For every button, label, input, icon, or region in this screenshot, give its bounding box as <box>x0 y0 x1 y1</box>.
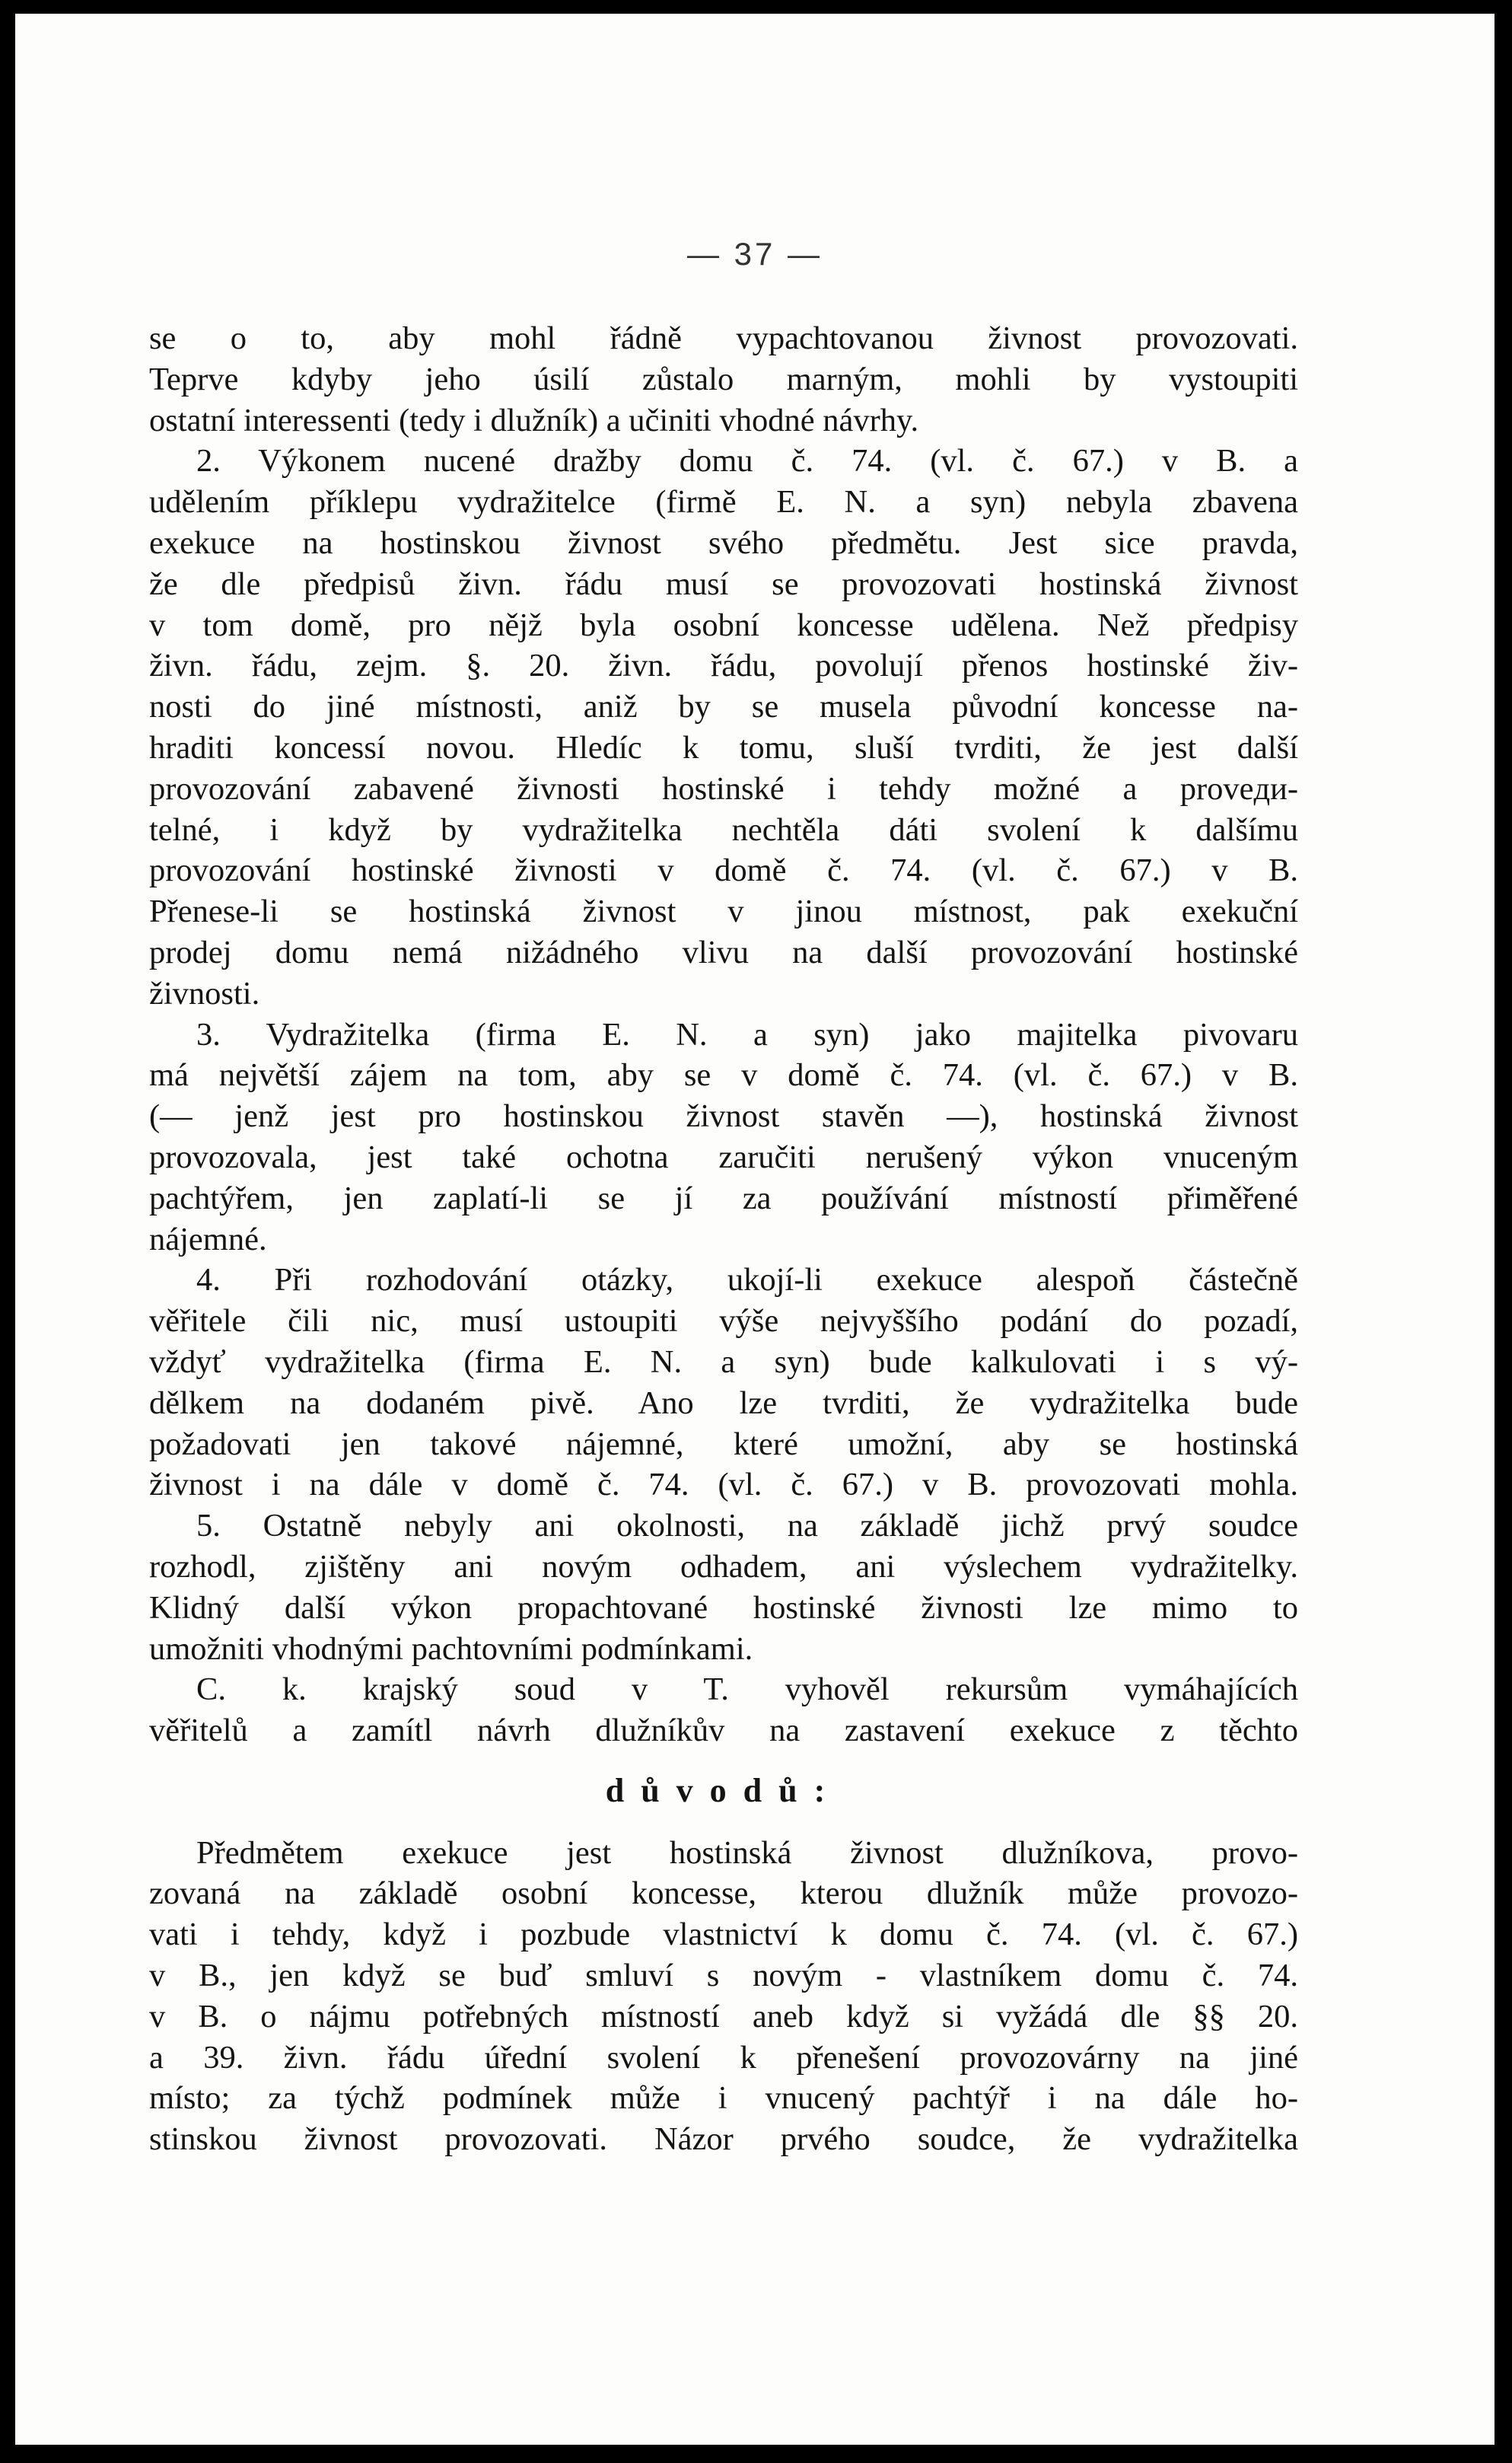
text-line: místo; za týchž podmínek může i vnucený pachtýř i na dále ho- <box>149 2080 1298 2117</box>
text-line: že dle předpisů živn. řádu musí se provozovati hostinská živnost <box>149 566 1298 602</box>
text-line: 4. Při rozhodování otázky, ukojí-li exekuce alespoň částečně <box>196 1262 1298 1298</box>
text-line: udělením příklepu vydražitelce (firmě E. N. a syn) nebyla zbavena <box>149 484 1298 521</box>
text-line: (— jenž jest pro hostinskou živnost stavěn —), hostinská živnost <box>149 1098 1298 1135</box>
text-line: 2. Výkonem nucené dražby domu č. 74. (vl. č. 67.) v B. a <box>196 443 1298 480</box>
text-line: ostatní interessenti (tedy i dlužník) a učiniti vhodné návrhy. <box>149 402 919 438</box>
text-line: provozování hostinské živnosti v domě č. 74. (vl. č. 67.) v B. <box>149 852 1298 889</box>
text-line: C. k. krajský soud v T. vyhověl rekursům vymáhajících <box>196 1671 1298 1708</box>
page-number: — 37 — <box>686 236 823 272</box>
text-line: zovaná na základě osobní koncesse, kterou dlužník může provozo- <box>149 1875 1298 1912</box>
book-page <box>15 14 1494 2445</box>
text-line: telné, i když by vydražitelka nechtěla dáti svolení k dalšímu <box>149 811 1298 848</box>
text-line: provozovala, jest také ochotna zaručiti nerušený výkon vnuceným <box>149 1139 1298 1175</box>
text-line: provozování zabavené živnosti hostinské i tehdy možné a proveди- <box>149 770 1298 807</box>
page-text <box>149 318 1298 2160</box>
text-line: 5. Ostatně nebyly ani okolnosti, na základě jichž prvý soudce <box>196 1508 1298 1544</box>
text-line: stinskou živnost provozovati. Názor prvého soudce, že vydražitelka <box>149 2121 1298 2158</box>
text-line: věřitelů a zamítl návrh dlužníkův na zastavení exekuce z těchto <box>149 1713 1298 1749</box>
text-line: věřitele čili nic, musí ustoupiti výše nejvyššího podání do pozadí, <box>149 1303 1298 1340</box>
text-line: v B. o nájmu potřebných místností aneb když si vyžádá dle §§ 20. <box>149 1998 1298 2034</box>
text-line: Předmětem exekuce jest hostinská živnost dlužníkova, provo- <box>196 1834 1298 1871</box>
text-line: živn. řádu, zejm. §. 20. živn. řádu, povolují přenos hostinské živ- <box>149 648 1298 684</box>
text-line: požadovati jen takové nájemné, které umožní, aby se hostinská <box>149 1426 1298 1462</box>
text-line: živnosti. <box>149 975 260 1012</box>
text-line: umožniti vhodnými pachtovními podmínkami. <box>149 1630 753 1667</box>
text-line: dělkem na dodaném pivě. Ano lze tvrditi, že vydražitelka bude <box>149 1384 1298 1421</box>
text-line: Teprve kdyby jeho úsilí zůstalo marným, mohli by vystoupiti <box>149 361 1298 397</box>
text-line: se o to, aby mohl řádně vypachtovanou živnost provozovati. <box>149 320 1298 356</box>
text-line: Klidný další výkon propachtované hostinské živnosti lze mimo to <box>149 1589 1298 1626</box>
section-heading: důvodů: <box>605 1771 842 1809</box>
text-line: v tom domě, pro nějž byla osobní koncesse udělena. Než předpisy <box>149 607 1298 643</box>
text-line: vždyť vydražitelka (firma E. N. a syn) bude kalkulovati i s vý- <box>149 1343 1298 1380</box>
text-line: rozhodl, zjištěny ani novým odhadem, ani výslechem vydražitelky. <box>149 1548 1298 1585</box>
text-line: prodej domu nemá nižádného vlivu na další provozování hostinské <box>149 934 1298 970</box>
text-line: exekuce na hostinskou živnost svého předmětu. Jest sice pravda, <box>149 524 1298 561</box>
text-line: pachtýřem, jen zaplatí-li se jí za používání místností přiměřené <box>149 1180 1298 1216</box>
text-line: nájemné. <box>149 1221 267 1257</box>
text-line: hraditi koncessí novou. Hledíc k tomu, sluší tvrditi, že jest další <box>149 729 1298 766</box>
text-line: v B., jen když se buď smluví s novým - vlastníkem domu č. 74. <box>149 1958 1298 1994</box>
text-line: má největší zájem na tom, aby se v domě č. 74. (vl. č. 67.) v B. <box>149 1057 1298 1094</box>
text-line: Přenese-li se hostinská živnost v jinou místnost, pak exekuční <box>149 894 1298 930</box>
text-line: nosti do jiné místnosti, aniž by se musela původní koncesse na- <box>149 689 1298 725</box>
text-line: vati i tehdy, když i pozbude vlastnictví k domu č. 74. (vl. č. 67.) <box>149 1917 1298 1953</box>
text-line: a 39. živn. řádu úřední svolení k přenešení provozovárny na jiné <box>149 2039 1298 2076</box>
text-line: živnost i na dále v domě č. 74. (vl. č. 67.) v B. provozovati mohla. <box>149 1467 1298 1503</box>
text-line: 3. Vydražitelka (firma E. N. a syn) jako majitelka pivovaru <box>196 1016 1298 1053</box>
